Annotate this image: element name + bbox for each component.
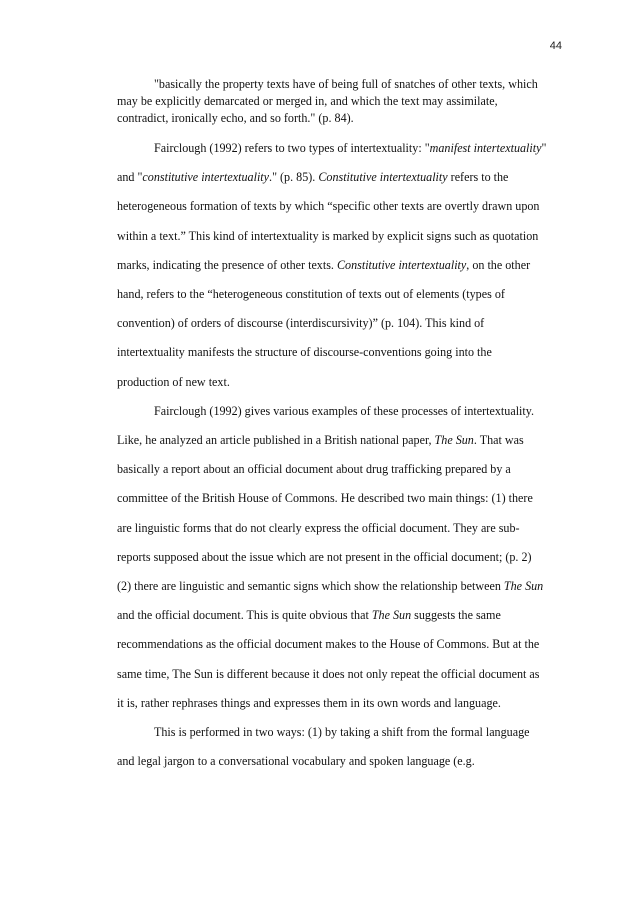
italic-term: The Sun <box>371 608 412 623</box>
text-run: Fairclough (1992) gives various examples of these processes of intertextuality. Like, he analyzed an article published in a British national paper, <box>117 403 535 448</box>
italic-term: The Sun <box>503 579 544 594</box>
text-run: , on the other hand, refers to the “heterogeneous constitution of texts out of elements (types of convention) of orders of discourse (interdiscursivity)” (p. 104). This kind of intertextuality manifests the structure of discourse-conventions going into the production of new text. <box>117 257 531 389</box>
text-run: . That was basically a report about an official document about drug trafficking prepared by a committee of the British House of Commons. He described two main things: (1) there are linguistic forms that do not clearly express the official document. They are sub-reports supposed about the issue which are not present in the official document; (p. 2) (2) there are linguistic and semantic signs which show the relationship between <box>117 433 533 594</box>
italic-term: Constitutive intertextuality <box>336 257 467 272</box>
text-run: Fairclough (1992) refers to two types of intertextuality: " <box>154 141 430 155</box>
italic-term: The Sun <box>434 433 474 448</box>
paragraph-two-ways: This is performed in two ways: (1) by taking a shift from the formal language and legal jargon to a conversational vocabulary and spoken language (e.g. <box>117 725 530 769</box>
italic-term: manifest intertextuality <box>429 141 542 155</box>
document-body <box>117 76 547 776</box>
text-run: suggests the same recommendations as the official document makes to the House of Commons. But at the same time, The Sun is different because it does not only repeat the official document as it is, rather rephrases things and expresses them in its own words and language. <box>117 608 540 710</box>
text-run: and the official document. This is quite obvious that <box>117 608 372 623</box>
text-run: " and " <box>117 141 547 185</box>
italic-term: Constitutive intertextuality <box>318 170 448 185</box>
paragraph-the-sun-example <box>117 397 547 718</box>
text-run: ." (p. 85). <box>269 170 319 185</box>
block-quote: "basically the property texts have of being full of snatches of other texts, which may be explicitly demarcated or merged in, and which the text may assimilate, contradict, ironically echo, and so forth." (p. 84). <box>117 77 538 125</box>
text-run: refers to the heterogeneous formation of texts by which “specific other texts are overtly drawn upon within a text.” This kind of intertextuality is marked by explicit signs such as quotation marks, indicating the presence of other texts. <box>117 170 540 272</box>
italic-term: constitutive intertextuality <box>142 170 270 185</box>
paragraph-intertextuality-types <box>117 134 547 397</box>
page-number: 44 <box>549 40 562 52</box>
